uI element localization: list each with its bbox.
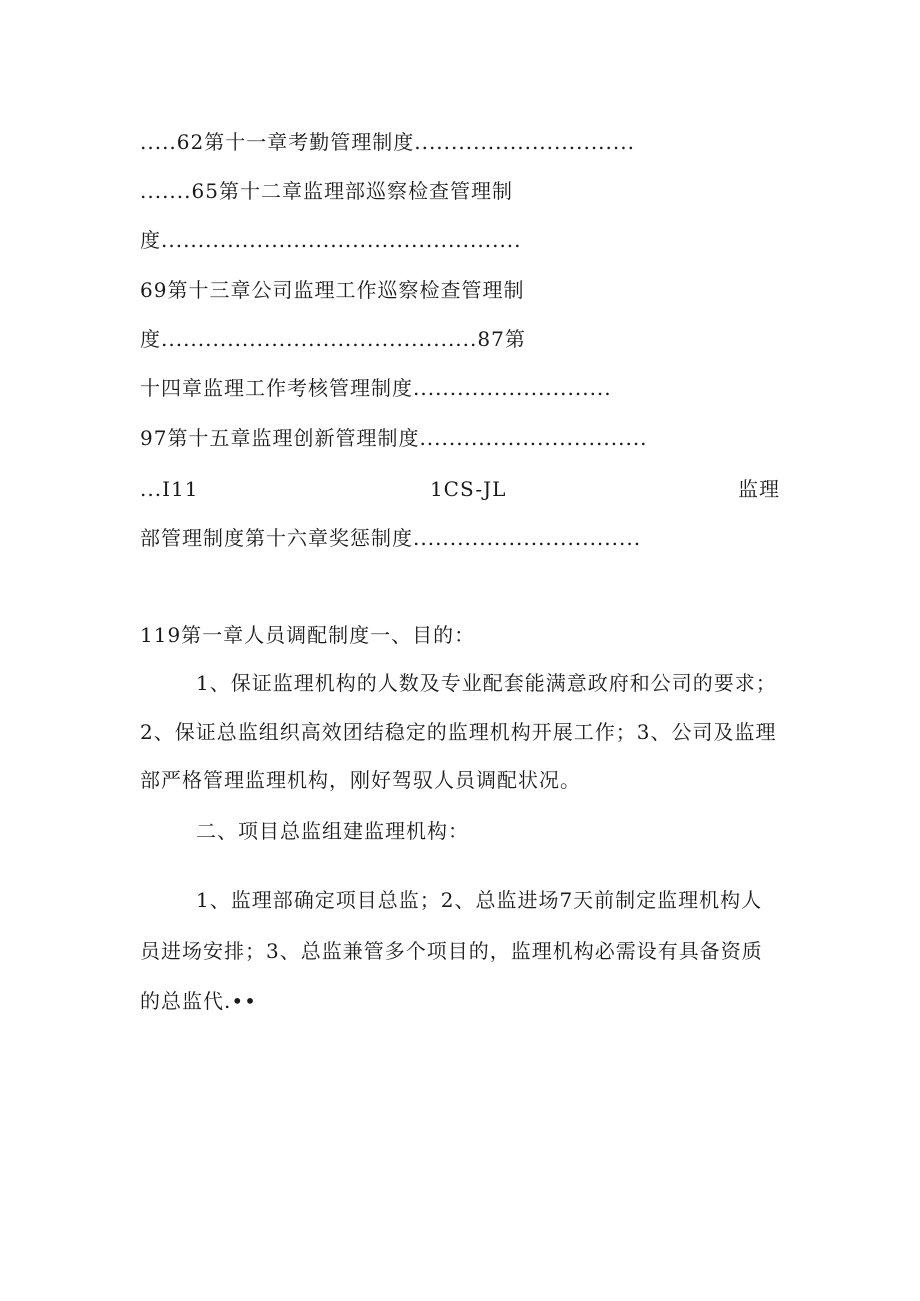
toc-line-chapter-13: 69第十三章公司监理工作巡察检查管理制 — [140, 278, 525, 302]
purpose-line-1: 1、保证监理机构的人数及专业配套能满意政府和公司的要求； — [196, 671, 777, 695]
toc-split-left: ...I11 — [140, 477, 199, 501]
toc-line-chapter-13-cont: 度...........................................87第 — [140, 327, 526, 351]
chapter-heading: 119第一章人员调配制度一、目的： — [140, 623, 476, 647]
section-two-heading: 二、项目总监组建监理机构： — [196, 819, 469, 843]
toc-line-chapter-15: 97第十五章监理创新管理制度............................... — [140, 426, 648, 450]
toc-line-chapter-11: .....62第十一章考勤管理制度.............................. — [140, 130, 635, 154]
toc-line-chapter-12: .......65第十二章监理部巡察检查管理制 — [140, 179, 513, 203]
toc-split-middle: 1CS-JL — [429, 477, 507, 501]
toc-split-right: 监理 — [737, 477, 780, 501]
section-two-line-3: 的总监代.•• — [140, 989, 257, 1013]
toc-line-chapter-12-cont: 度................................................. — [140, 228, 522, 252]
toc-line-split — [140, 475, 780, 503]
toc-line-chapter-16: 部管理制度第十六章奖惩制度............................... — [140, 526, 642, 550]
toc-line-chapter-14: 十四章监理工作考核管理制度........................... — [140, 376, 612, 400]
purpose-line-3: 部严格管理监理机构，刚好驾驭人员调配状况。 — [140, 768, 581, 792]
purpose-line-2: 2、保证总监组织高效团结稳定的监理机构开展工作；3、公司及监理 — [140, 720, 777, 744]
section-two-line-2: 员进场安排；3、总监兼管多个项目的，监理机构必需设有具备资质 — [140, 939, 763, 963]
section-two-line-1: 1、监理部确定项目总监；2、总监进场7天前制定监理机构人 — [196, 888, 763, 912]
